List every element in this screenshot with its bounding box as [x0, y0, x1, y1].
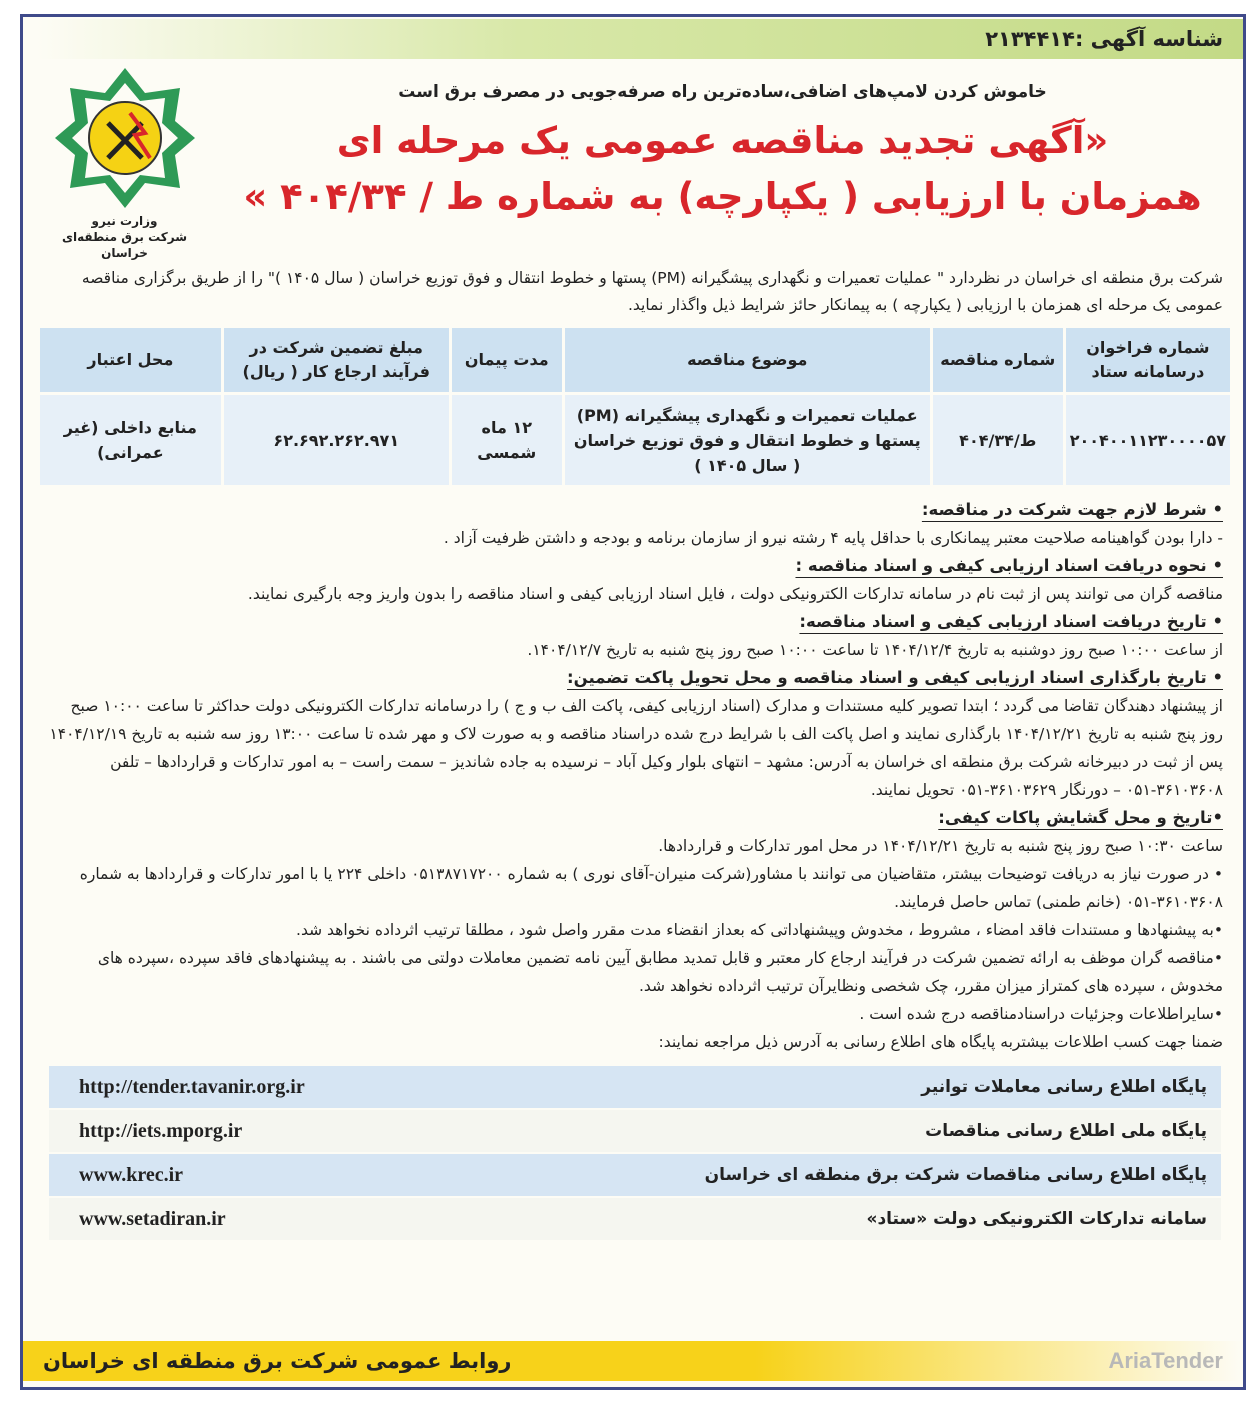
col-credit-source: محل اعتبار [40, 328, 221, 392]
cell-subject: عملیات تعمیرات و نگهداری پیشگیرانه (PM) پستها و خطوط انتقال و فوق توزیع خراسان ( سال ۱۴۰۵ ) [565, 395, 930, 485]
cell-guarantee: ۶۲.۶۹۲.۲۶۲.۹۷۱ [224, 395, 449, 485]
cell-duration: ۱۲ ماه شمسی [452, 395, 562, 485]
footer-band [23, 1341, 1243, 1381]
ad-title [212, 113, 1233, 225]
link-url[interactable]: http://tender.tavanir.org.ir [79, 1075, 305, 1098]
col-subject: موضوع مناقصه [565, 328, 930, 392]
ad-header [37, 63, 1233, 261]
link-label: پایگاه ملی اطلاع رسانی مناقصات [925, 1121, 1207, 1141]
spacer [37, 1242, 1233, 1341]
link-label: سامانه تدارکات الکترونیکی دولت «ستاد» [866, 1209, 1207, 1229]
link-row [49, 1066, 1221, 1108]
link-row [49, 1154, 1221, 1196]
col-tender-number: شماره مناقصه [933, 328, 1063, 392]
section-heading: • شرط لازم جهت شرکت در مناقصه: [921, 500, 1223, 519]
section-heading: •تاریخ و محل گشایش پاکات کیفی: [938, 808, 1223, 827]
logo-company: شرکت برق منطقه‌ای خراسان [61, 230, 188, 260]
ad-id: شناسه آگهی :۲۱۳۴۴۱۴ [37, 19, 1243, 59]
intro-paragraph: شرکت برق منطقه ای خراسان در نظردارد " عملیات تعمیرات و نگهداری پیشگیرانه (PM) پستها و خطوط انتقال و فوق توزیع خراسان ( سال ۱۴۰۵ )" را از طریق برگزاری مناقصه عمومی یک مرحله ای همزمان با ارزیابی ( یکپارچه ) به پیمانکار حائز شرایط ذیل واگذار نماید. [81, 269, 1223, 314]
section-text: از پیشنهاد دهندگان تقاضا می گردد ؛ ابتدا تصویر کلیه مستندات و مدارک (اسناد ارزیابی کیفی، پاکت الف ب و ج ) را درسامانه تدارکات الکترونیکی دولت حداکثر تا ساعت ۱۰:۰۰ صبح روز پنج شنبه به تاریخ ۱۴۰۴/۱۲/۲۱ بارگذاری نمایند و اصل پاکت الف با شرایط درج شده دراسناد مناقصه و به صورت لاک و مهر شده تا ساعت ۱۳:۰۰ روز سه شنبه به تاریخ ۱۴۰۴/۱۲/۱۹ پس از ثبت در دبیرخانه شرکت برق منطقه ای خراسان به آدرس: مشهد – انتهای بلوار وکیل آباد – نرسیده به جاده شاندیز – سمت راست – به امور تدارکات و قراردادها – تلفن ۳۶۱۰۳۶۰۸-۰۵۱ – دورنگار ۳۶۱۰۳۶۲۹-۰۵۱ تحویل نمایند. [49, 697, 1223, 799]
tender-table [37, 325, 1233, 488]
ad-body [37, 496, 1233, 1056]
link-row [49, 1198, 1221, 1240]
ad-frame [20, 14, 1246, 1390]
note: •مناقصه گران موظف به ارائه تضمین شرکت در فرآیند ارجاع کار معتبر و قابل تمدید مطابق آیین نامه تضمین معاملات دولتی می باشند . به پیشنهادهای فاقد سپرده ،سپرده های مخدوش ، سپرده های کمتراز میزان مقرر، چک شخصی ونظایرآن ترتیب اثرداده نخواهد شد. [97, 949, 1223, 995]
col-guarantee: مبلغ تضمین شرکت در فرآیند ارجاع کار ( ریال) [224, 328, 449, 392]
slogan: خاموش کردن لامپ‌های اضافی،ساده‌ترین راه صرفه‌جویی در مصرف برق است [398, 82, 1047, 102]
link-label: پایگاه اطلاع رسانی معاملات توانیر [921, 1077, 1207, 1097]
note: •به پیشنهادها و مستندات فاقد امضاء ، مشروط ، مخدوش وپیشنهاداتی که بعداز انقضاء مدت مقرر واصل شود ، مطلقا ترتیب اثرداده نخواهد شد. [296, 921, 1223, 939]
logo-ministry: وزارت نیرو [91, 214, 158, 228]
link-url[interactable]: www.setadiran.ir [79, 1207, 226, 1230]
cell-tender-number: ط/۴۰۴/۳۴ [933, 395, 1063, 485]
section-text: - دارا بودن گواهینامه صلاحیت معتبر پیمانکاری با حداقل پایه ۴ رشته نیرو از سازمان برنامه و بودجه و داشتن ظرفیت آزاد . [443, 529, 1223, 547]
section-heading: • تاریخ بارگذاری اسناد ارزیابی کیفی و اسناد مناقصه و محل تحویل پاکت تضمین: [567, 668, 1223, 687]
watermark: AriaTender [1108, 1348, 1223, 1373]
note: • در صورت نیاز به دریافت توضیحات بیشتر، متقاضیان می توانند با مشاور(شرکت منیران-آقای نوری ) به شماره ۰۵۱۳۸۷۱۷۲۰۰ داخلی ۲۲۴ یا با امور تدارکات و قراردادها به شماره ۳۶۱۰۳۶۰۸-۰۵۱ (خانم طمنی) تماس حاصل فرمایند. [79, 865, 1223, 911]
header-text [212, 63, 1233, 225]
section-text: از ساعت ۱۰:۰۰ صبح روز دوشنبه به تاریخ ۱۴۰۴/۱۲/۴ تا ساعت ۱۰:۰۰ صبح روز پنج شنبه به تاریخ ۱۴۰۴/۱۲/۷. [527, 641, 1223, 659]
section-text: مناقصه گران می توانند پس از ثبت نام در سامانه تدارکات الکترونیکی دولت ، فایل اسناد ارزیابی کیفی و اسناد مناقصه را بدون واریز وجه بارگیری نمایند. [247, 585, 1223, 603]
link-url[interactable]: http://iets.mporg.ir [79, 1119, 243, 1142]
note: ضمنا جهت کسب اطلاعات بیشتربه پایگاه های اطلاع رسانی به آدرس ذیل مراجعه نمایند: [658, 1033, 1223, 1051]
table-header-row [40, 328, 1230, 392]
footer-text: روابط عمومی شرکت برق منطقه ای خراسان [43, 1349, 512, 1373]
note: •سایراطلاعات وجزئیات دراسنادمناقصه درج شده است . [859, 1005, 1223, 1023]
link-url[interactable]: www.krec.ir [79, 1163, 184, 1186]
section-text: ساعت ۱۰:۳۰ صبح روز پنج شنبه به تاریخ ۱۴۰۴/۱۲/۲۱ در محل امور تدارکات و قراردادها. [658, 837, 1223, 855]
section-heading: • نحوه دریافت اسناد ارزیابی کیفی و اسناد مناقصه : [795, 556, 1223, 575]
tavanir-logo-icon [50, 63, 200, 213]
title-line-1: «آگهی تجدید مناقصه عمومی یک مرحله ای [336, 119, 1109, 162]
cell-credit-source: منابع داخلی (غیر عمرانی) [40, 395, 221, 485]
title-line-2: همزمان با ارزیابی ( یکپارچه) به شماره ط / ۴۰۴/۳۴ » [243, 175, 1202, 218]
cell-call-number: ۲۰۰۴۰۰۱۱۲۳۰۰۰۰۵۷ [1066, 395, 1230, 485]
col-call-number: شماره فراخوان درسامانه ستاد [1066, 328, 1230, 392]
section-heading: • تاریخ دریافت اسناد ارزیابی کیفی و اسناد مناقصه: [799, 612, 1223, 631]
link-label: پایگاه اطلاع رسانی مناقصات شرکت برق منطقه ای خراسان [704, 1165, 1207, 1185]
col-duration: مدت پیمان [452, 328, 562, 392]
info-links [37, 1066, 1233, 1242]
company-logo [37, 63, 212, 261]
link-row [49, 1110, 1221, 1152]
table-row [40, 395, 1230, 485]
